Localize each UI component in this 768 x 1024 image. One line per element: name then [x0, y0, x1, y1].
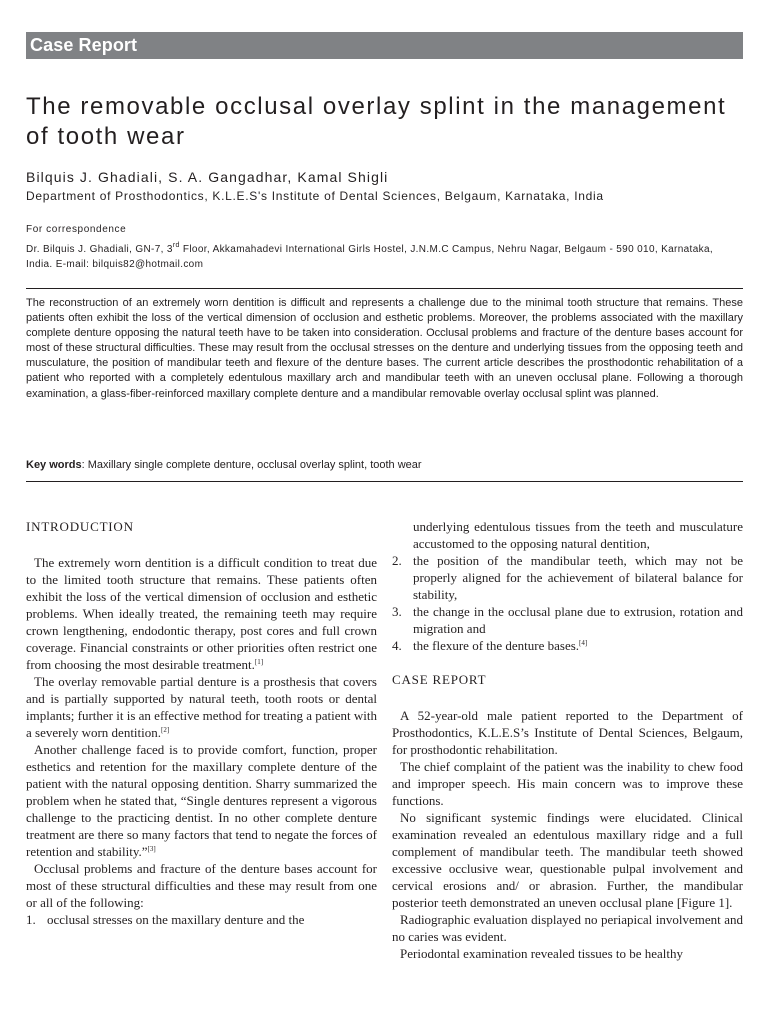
case-paragraph-2: The chief complaint of the patient was the inability to chew food and improper speech. His main concern was to improve these functions. [392, 759, 743, 808]
list-number: 4. [392, 638, 402, 653]
intro-paragraph-3 [26, 741, 377, 860]
correspondence-address-rest: Floor, Akkamahadevi International Girls Hostel, J.N.M.C Campus, Nehru Nagar, Belgaum - 590 010, Karnataka, India. E-mail: bilquis82@hotmail.com [26, 244, 713, 270]
list-number: 3. [392, 604, 402, 619]
list-item-continuation: underlying edentulous tissues from the teeth and musculature accustomed to the opposing natural dentition, [413, 519, 743, 551]
abstract-bottom-rule [26, 481, 743, 482]
left-column [26, 518, 377, 928]
introduction-heading: INTRODUCTION [26, 519, 134, 534]
citation-ref: [2] [161, 726, 170, 734]
keywords-label: Key words [26, 459, 82, 471]
intro-paragraph-2 [26, 673, 377, 741]
keywords-text: : Maxillary single complete denture, occlusal overlay splint, tooth wear [81, 459, 422, 471]
case-paragraph-3: No significant systemic findings were elucidated. Clinical examination revealed an edentulous maxillary ridge and a full complement of mandibular teeth. The mandibular teeth showed excessive occlusive wear, questionable pulpal involvement and cervical erosions and/ or abrasion. Further, the mandibular posterior teeth demonstrated an uneven occlusal plane [Figure 1]. [392, 810, 743, 910]
list-item [392, 603, 743, 637]
intro-paragraph-1 [26, 554, 377, 673]
intro-paragraph-3-text: Another challenge faced is to provide comfort, function, proper esthetics and retention for the maxillary complete denture of the patient with the natural opposing dentition. Sharry summarized the problem when he stated that, “Single dentures represent a vigorous challenge to the practicing dentist. In no other complete denture treatment are there so many factors that tend to negate the forces of retention and stability.” [26, 742, 377, 859]
article-title: The removable occlusal overlay splint in the management of tooth wear [26, 93, 727, 150]
citation-ref: [3] [147, 845, 156, 853]
factor-list [26, 911, 377, 928]
author-affiliation: Department of Prosthodontics, K.L.E.S's Institute of Dental Sciences, Belgaum, Karnataka, India [26, 189, 604, 203]
ordinal-suffix: rd [172, 242, 180, 249]
case-paragraph-4: Radiographic evaluation displayed no periapical involvement and no caries was evident. [392, 912, 743, 944]
intro-paragraph-4: Occlusal problems and fracture of the denture bases account for most of these structural difficulties and these may result from one or all of the following: [26, 861, 377, 910]
factor-list-continued [392, 552, 743, 654]
correspondence-address-start: Dr. Bilquis J. Ghadiali, GN-7, 3 [26, 244, 173, 255]
list-item-text: the flexure of the denture bases. [413, 638, 580, 653]
citation-ref: [1] [254, 658, 264, 666]
right-column [392, 518, 743, 962]
citation-ref: [4] [579, 639, 588, 647]
case-paragraph-1: A 52-year-old male patient reported to the Department of Prosthodontics, K.L.E.S’s Institute of Dental Sciences, Belgaum, for prosthodontic rehabilitation. [392, 708, 743, 757]
list-item-text: occlusal stresses on the maxillary denture and the [47, 912, 305, 927]
correspondence-label: For correspondence [26, 224, 127, 235]
list-item-text: the position of the mandibular teeth, which may not be properly aligned for the achievement of bilateral balance for stability, [413, 553, 743, 602]
list-number: 1. [26, 912, 36, 927]
intro-paragraph-2-text: The overlay removable partial denture is a prosthesis that covers and is partially supported by natural teeth, tooth roots or dental implants; further it is an effective method for treating a patient with a severely worn dentition. [26, 674, 378, 740]
section-label: Case Report [30, 35, 138, 55]
list-item [392, 637, 743, 654]
abstract-text: The reconstruction of an extremely worn dentition is difficult and represents a challenge due to the minimal tooth structure that remains. These patients often exhibit the loss of the vertical dimension of occlusion and esthetic problems. Moreover, the problems associated with the maxillary complete denture opposing the natural teeth have to be taken into consideration. Occlusal problems and fracture of the denture bases account for most of these structural difficulties. These may result from the occlusal stresses on the denture and underlying tissues from the opposing teeth and musculature, the position of mandibular teeth and flexure of the denture bases. The current article describes the prosthodontic rehabilitation of a patient who reported with a completely edentulous maxillary arch and mandibular teeth with an uneven occlusal plane. Following a thorough examination, a glass-fiber-reinforced maxillary complete denture and a mandibular removable overlay occlusal splint was planned. [26, 297, 743, 400]
list-item-text: the change in the occlusal plane due to extrusion, rotation and migration and [413, 604, 743, 636]
correspondence-address [26, 242, 726, 272]
list-item [26, 911, 377, 928]
abstract-top-rule [26, 288, 743, 289]
keywords-line [26, 459, 743, 471]
section-banner [26, 32, 743, 59]
case-paragraph-5: Periodontal examination revealed tissues to be healthy [400, 946, 684, 961]
case-report-heading: CASE REPORT [392, 672, 487, 687]
author-list: Bilquis J. Ghadiali, S. A. Gangadhar, Kamal Shigli [26, 169, 389, 185]
list-number: 2. [392, 553, 402, 568]
intro-paragraph-1-text: The extremely worn dentition is a difficult condition to treat due to the limited tooth structure that remains. These patients often exhibit the loss of the vertical dimension of occlusion and esthetic problems. When ideally treated, the remaining teeth may require crown lengthening, endodontic therapy, post cores and full crown coverage. Financial constraints or other priorities often restrict one from choosing the most desirable treatment. [26, 555, 377, 672]
list-item [392, 552, 743, 603]
